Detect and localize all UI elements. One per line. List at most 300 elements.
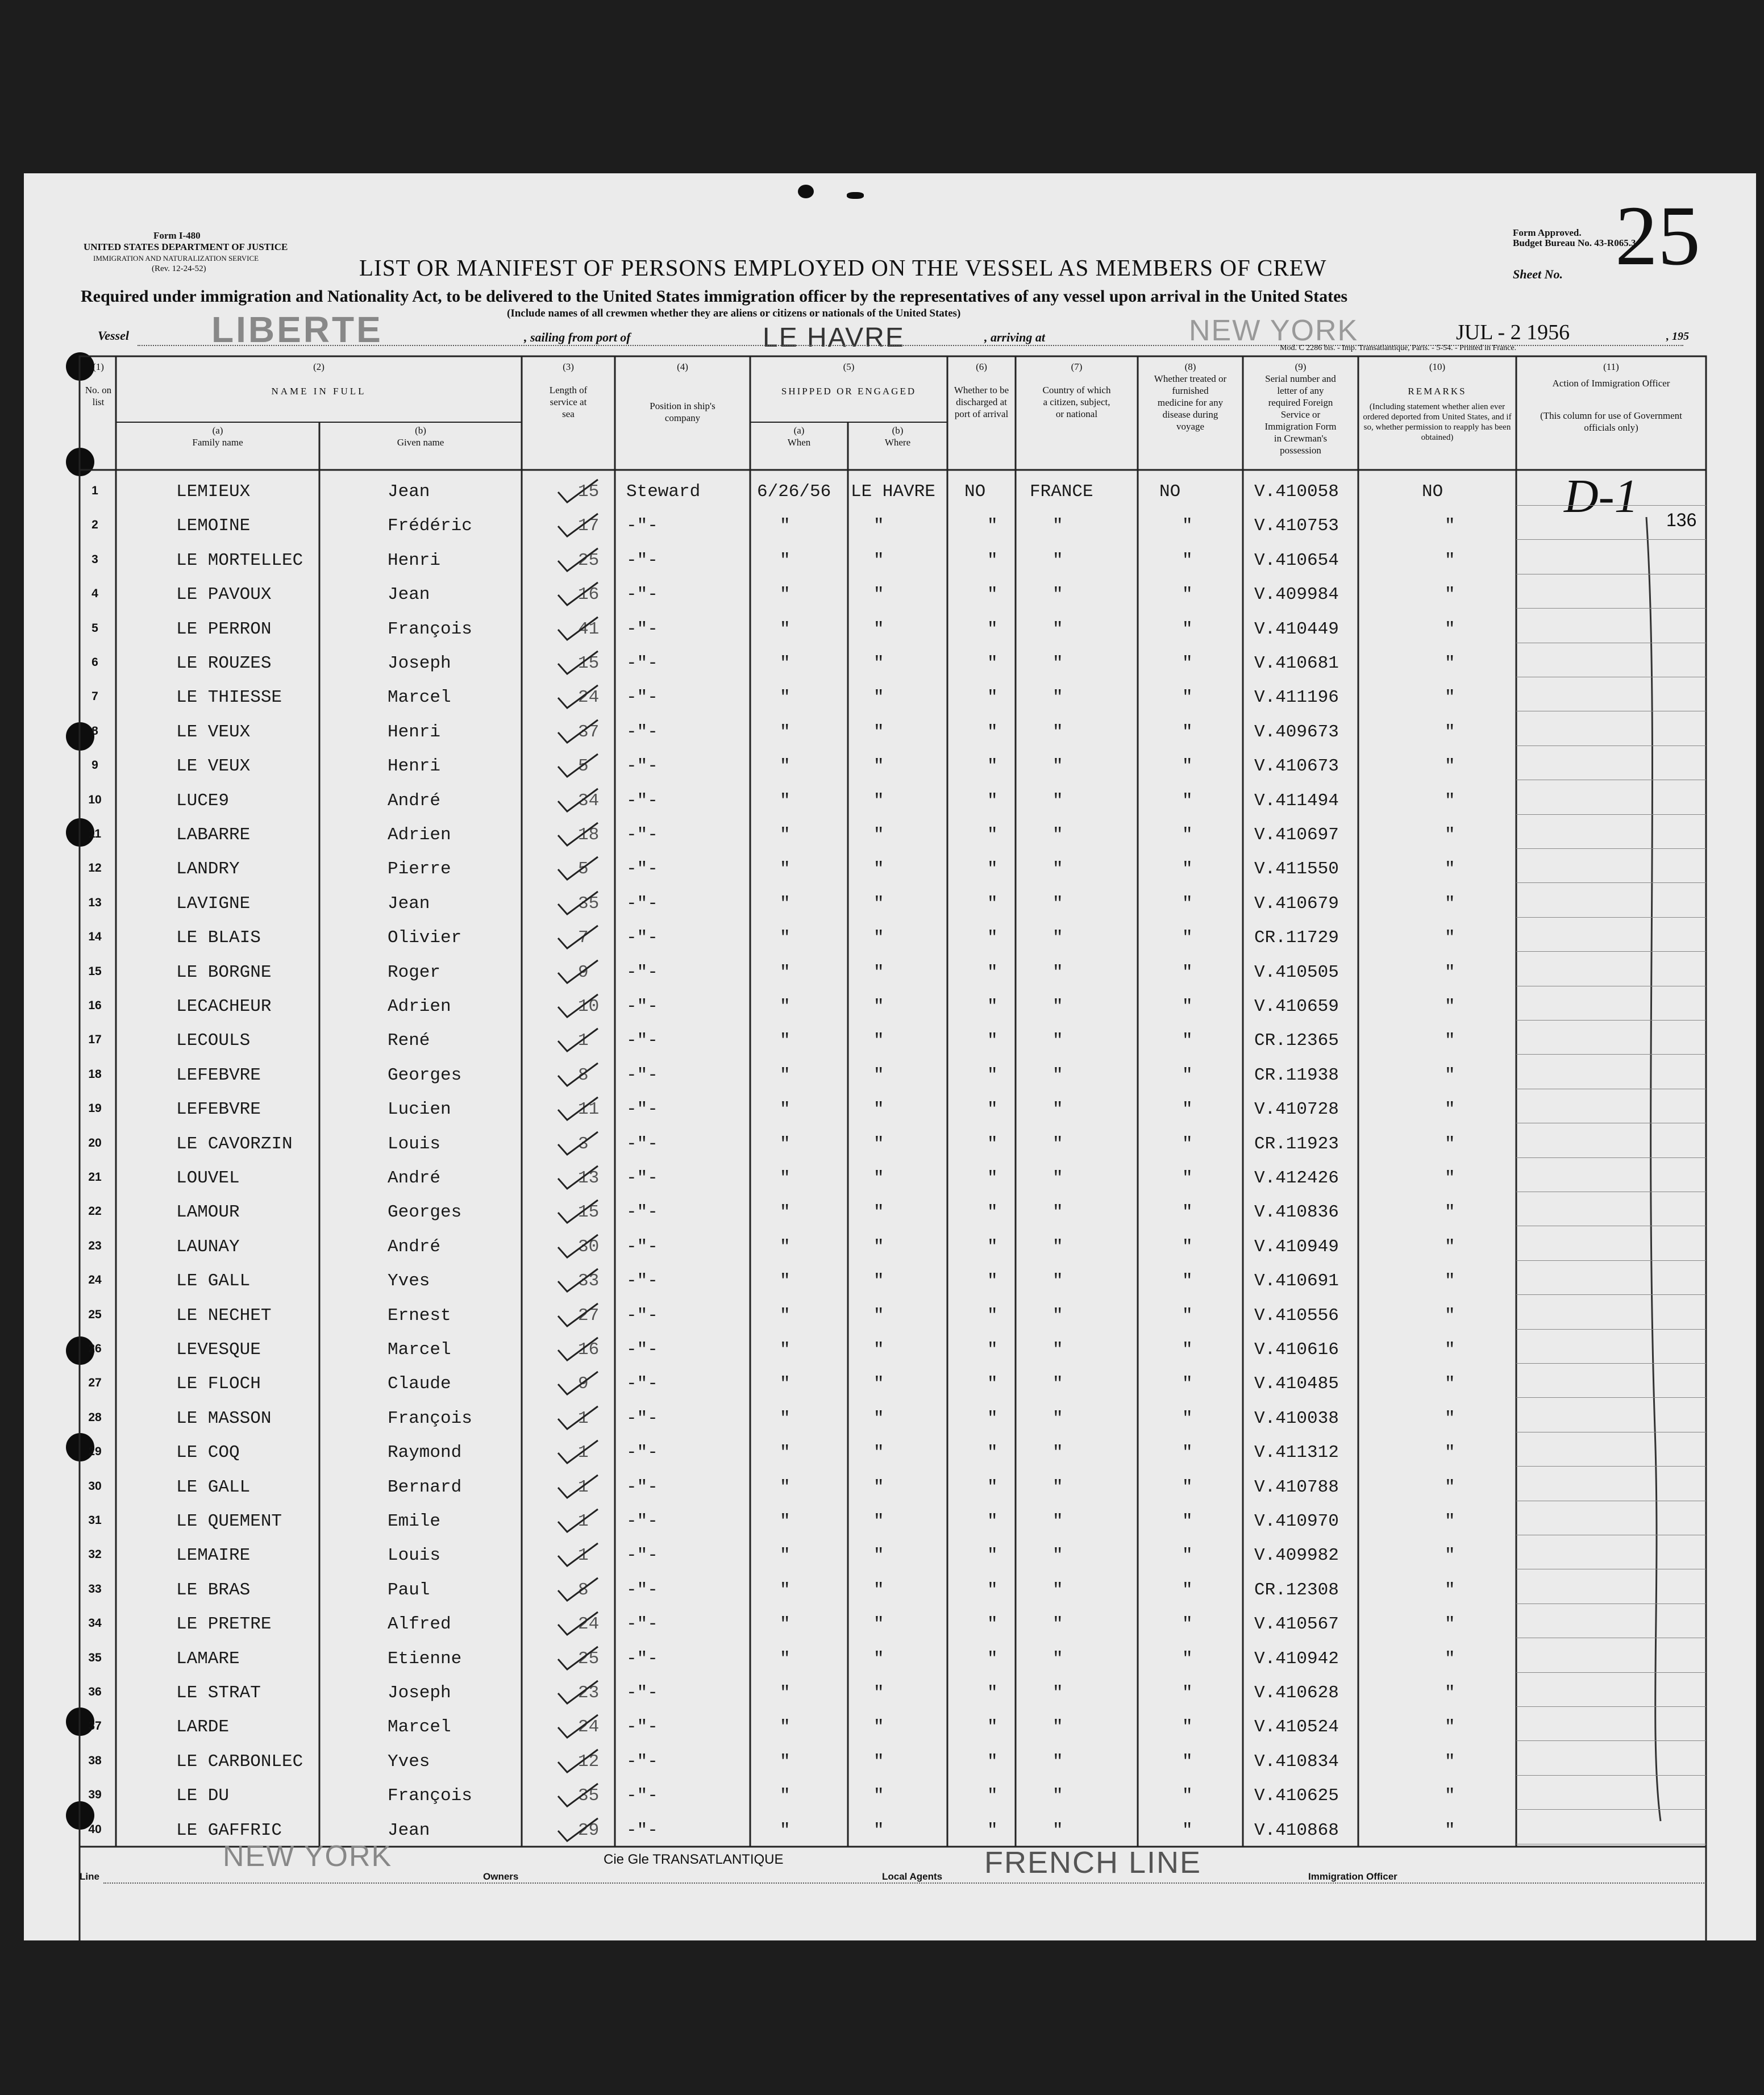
medicine-cell: "	[1182, 1134, 1193, 1154]
row-number: 9	[91, 759, 98, 772]
col2-number: (2)	[313, 361, 324, 372]
medicine-cell: "	[1182, 1374, 1193, 1394]
position-cell: -"-	[626, 1717, 658, 1738]
serial-number-cell: V.410625	[1254, 1786, 1339, 1806]
shipped-where-cell: "	[873, 1408, 884, 1428]
length-of-service-cell: 15	[578, 482, 600, 502]
shipped-when-cell: "	[780, 619, 791, 639]
family-name-cell: LE NECHET	[176, 1305, 272, 1326]
remarks-cell: NO	[1422, 482, 1443, 502]
remarks-cell: "	[1445, 928, 1455, 948]
position-cell: -"-	[626, 756, 658, 777]
to-be-discharged-cell: "	[987, 1511, 998, 1531]
row-number: 18	[88, 1067, 102, 1081]
shipped-when-cell: "	[780, 1099, 791, 1120]
length-of-service-cell: 24	[578, 1614, 600, 1635]
table-row	[24, 1501, 1756, 1536]
position-cell: -"-	[626, 1134, 658, 1154]
length-of-service-cell: 8	[578, 1580, 589, 1600]
port-to: NEW YORK	[1189, 314, 1359, 347]
length-of-service-cell: 18	[578, 825, 600, 845]
remarks-cell: "	[1445, 997, 1455, 1017]
row-number: 32	[88, 1548, 102, 1561]
check-mark-icon	[555, 649, 600, 675]
serial-number-cell: V.410681	[1254, 653, 1339, 673]
country-cell: "	[1052, 722, 1063, 742]
table-row	[24, 1673, 1756, 1707]
col7-label: Country of which a citizen, subject, or national	[1042, 385, 1111, 419]
to-be-discharged-cell: "	[987, 1751, 998, 1772]
length-of-service-cell: 11	[578, 1099, 600, 1120]
family-name-cell: LE FLOCH	[176, 1374, 261, 1394]
remarks-cell: "	[1445, 1031, 1455, 1051]
check-mark-icon	[555, 1679, 600, 1705]
position-cell: -"-	[626, 1546, 658, 1566]
to-be-discharged-cell: "	[987, 756, 998, 777]
col3-number: (3)	[563, 361, 574, 372]
check-mark-icon	[555, 958, 600, 984]
length-of-service-cell: 13	[578, 1168, 600, 1188]
serial-number-cell: V.410485	[1254, 1374, 1339, 1394]
table-row	[24, 1330, 1756, 1364]
shipped-where-cell: "	[873, 1134, 884, 1154]
serial-number-cell: CR.12365	[1254, 1031, 1339, 1051]
col2a-label: Family name	[192, 437, 243, 448]
family-name-cell: LE QUEMENT	[176, 1511, 282, 1531]
col6-header	[947, 361, 1016, 420]
medicine-cell: "	[1182, 756, 1193, 777]
serial-number-cell: V.411550	[1254, 859, 1339, 880]
row-number: 15	[88, 964, 102, 978]
length-of-service-cell: 1	[578, 1477, 589, 1497]
shipped-when-cell: "	[780, 1374, 791, 1394]
row-number: 31	[88, 1514, 102, 1527]
col2-header	[116, 361, 522, 397]
col1-number: (1)	[93, 361, 104, 372]
given-name-cell: Etienne	[388, 1648, 462, 1669]
check-mark-icon	[555, 752, 600, 778]
action-annotation-d1: D-1	[1564, 470, 1638, 523]
family-name-cell: LE GALL	[176, 1271, 251, 1292]
remarks-cell: "	[1445, 1408, 1455, 1428]
medicine-cell: "	[1182, 1546, 1193, 1566]
medicine-cell: "	[1182, 688, 1193, 708]
family-name-cell: LECOULS	[176, 1031, 251, 1051]
col10-number: (10)	[1429, 361, 1446, 372]
remarks-cell: "	[1445, 1305, 1455, 1326]
medicine-cell: "	[1182, 1477, 1193, 1497]
position-cell: -"-	[626, 1751, 658, 1772]
col8-number: (8)	[1184, 361, 1196, 372]
row-number: 39	[88, 1788, 102, 1802]
family-name-cell: LAMARE	[176, 1648, 240, 1669]
remarks-cell: "	[1445, 1820, 1455, 1840]
country-cell: "	[1052, 756, 1063, 777]
position-cell: -"-	[626, 1786, 658, 1806]
to-be-discharged-cell: "	[987, 516, 998, 536]
remarks-cell: "	[1445, 550, 1455, 570]
serial-number-cell: CR.11729	[1254, 928, 1339, 948]
table-row	[24, 849, 1756, 884]
country-cell: "	[1052, 1236, 1063, 1257]
family-name-cell: LEMOINE	[176, 516, 251, 536]
table-row	[24, 1021, 1756, 1055]
family-name-cell: LE STRAT	[176, 1683, 261, 1703]
medicine-cell: "	[1182, 1580, 1193, 1600]
position-cell: -"-	[626, 1683, 658, 1703]
given-name-cell: Louis	[388, 1546, 441, 1566]
col4-number: (4)	[677, 361, 688, 372]
serial-number-cell: V.410753	[1254, 516, 1339, 536]
row-number: 21	[88, 1171, 102, 1184]
medicine-cell: "	[1182, 997, 1193, 1017]
remarks-cell: "	[1445, 1065, 1455, 1085]
to-be-discharged-cell: "	[987, 928, 998, 948]
given-name-cell: Jean	[388, 1820, 430, 1840]
country-cell: "	[1052, 1717, 1063, 1738]
given-name-cell: André	[388, 1236, 441, 1257]
family-name-cell: LE PERRON	[176, 619, 272, 639]
serial-number-cell: V.410691	[1254, 1271, 1339, 1292]
footer-officer-label: Immigration Officer	[1308, 1871, 1397, 1882]
country-cell: "	[1052, 1648, 1063, 1669]
length-of-service-cell: 27	[578, 1305, 600, 1326]
position-cell: -"-	[626, 1340, 658, 1360]
serial-number-cell: V.410628	[1254, 1683, 1339, 1703]
position-cell: -"-	[626, 997, 658, 1017]
shipped-when-cell: "	[780, 893, 791, 914]
country-cell: "	[1052, 1099, 1063, 1120]
serial-number-cell: V.409673	[1254, 722, 1339, 742]
form-number: Form I-480	[153, 230, 201, 241]
length-of-service-cell: 30	[578, 1236, 600, 1257]
col7-header	[1016, 361, 1138, 420]
check-mark-icon	[555, 1781, 600, 1807]
serial-number-cell: V.410058	[1254, 482, 1339, 502]
to-be-discharged-cell: "	[987, 1134, 998, 1154]
given-name-cell: François	[388, 1408, 472, 1428]
length-of-service-cell: 34	[578, 790, 600, 811]
check-mark-icon	[555, 786, 600, 813]
row-number: 5	[91, 621, 98, 635]
manifest-note: (Include names of all crewmen whether they are aliens or citizens or nationals of the United States)	[507, 307, 961, 319]
port-from: LE HAVRE	[763, 323, 905, 353]
to-be-discharged-cell: "	[987, 1648, 998, 1669]
shipped-when-cell: "	[780, 1236, 791, 1257]
shipped-when-cell: "	[780, 585, 791, 605]
country-cell: "	[1052, 688, 1063, 708]
check-mark-icon	[555, 546, 600, 572]
family-name-cell: LE BLAIS	[176, 928, 261, 948]
table-row	[24, 643, 1756, 678]
remarks-cell: "	[1445, 619, 1455, 639]
remarks-cell: "	[1445, 1511, 1455, 1531]
shipped-where-cell: "	[873, 859, 884, 880]
medicine-cell: "	[1182, 1031, 1193, 1051]
medicine-cell: "	[1182, 1065, 1193, 1085]
given-name-cell: Louis	[388, 1134, 441, 1154]
shipped-when-cell: "	[780, 550, 791, 570]
year-suffix: , 195	[1666, 330, 1689, 343]
given-name-cell: Georges	[388, 1065, 462, 1085]
medicine-cell: "	[1182, 516, 1193, 536]
table-row	[24, 1296, 1756, 1330]
serial-number-cell: V.412426	[1254, 1168, 1339, 1188]
given-name-cell: Marcel	[388, 688, 451, 708]
col1-header	[81, 361, 116, 408]
remarks-cell: "	[1445, 1648, 1455, 1669]
length-of-service-cell: 3	[578, 1134, 589, 1154]
shipped-when-cell: "	[780, 1408, 791, 1428]
medicine-cell: "	[1182, 1271, 1193, 1292]
country-cell: "	[1052, 1820, 1063, 1840]
shipped-where-cell: LE HAVRE	[851, 482, 935, 502]
medicine-cell: NO	[1159, 482, 1181, 502]
country-cell: "	[1052, 1546, 1063, 1566]
medicine-cell: "	[1182, 825, 1193, 845]
shipped-where-cell: "	[873, 688, 884, 708]
serial-number-cell: V.410038	[1254, 1408, 1339, 1428]
to-be-discharged-cell: "	[987, 722, 998, 742]
check-mark-icon	[555, 1164, 600, 1190]
family-name-cell: LEFEBVRE	[176, 1065, 261, 1085]
given-name-cell: Roger	[388, 962, 441, 982]
shipped-where-cell: "	[873, 962, 884, 982]
remarks-cell: "	[1445, 1202, 1455, 1223]
family-name-cell: LEMIEUX	[176, 482, 251, 502]
given-name-cell: Alfred	[388, 1614, 451, 1635]
col2b-number: (b)	[415, 425, 426, 436]
medicine-cell: "	[1182, 893, 1193, 914]
table-row	[24, 609, 1756, 644]
given-name-cell: Raymond	[388, 1443, 462, 1463]
family-name-cell: LUCE9	[176, 790, 230, 811]
table-row	[24, 574, 1756, 609]
col2-label: NAME IN FULL	[271, 386, 367, 397]
country-cell: "	[1052, 859, 1063, 880]
check-mark-icon	[555, 889, 600, 915]
table-row	[24, 1364, 1756, 1398]
shipped-where-cell: "	[873, 893, 884, 914]
vessel-label: Vessel	[98, 328, 129, 343]
family-name-cell: LEFEBVRE	[176, 1099, 261, 1120]
shipped-when-cell: "	[780, 756, 791, 777]
shipped-where-cell: "	[873, 619, 884, 639]
medicine-cell: "	[1182, 653, 1193, 673]
position-cell: -"-	[626, 1511, 658, 1531]
remarks-cell: "	[1445, 790, 1455, 811]
position-cell: -"-	[626, 962, 658, 982]
shipped-where-cell: "	[873, 585, 884, 605]
country-cell: "	[1052, 1271, 1063, 1292]
given-name-cell: Georges	[388, 1202, 462, 1223]
remarks-cell: "	[1445, 756, 1455, 777]
to-be-discharged-cell: "	[987, 1271, 998, 1292]
sailing-label: , sailing from port of	[524, 330, 631, 344]
shipped-where-cell: "	[873, 1031, 884, 1051]
remarks-cell: "	[1445, 825, 1455, 845]
table-row	[24, 815, 1756, 849]
arrival-date: JUL - 2 1956	[1456, 320, 1570, 344]
shipped-when-cell: "	[780, 516, 791, 536]
table-row	[24, 986, 1756, 1021]
country-cell: "	[1052, 1683, 1063, 1703]
country-cell: "	[1052, 1031, 1063, 1051]
serial-number-cell: V.410524	[1254, 1717, 1339, 1738]
check-mark-icon	[555, 615, 600, 641]
shipped-where-cell: "	[873, 1648, 884, 1669]
col5a-label: When	[787, 437, 811, 448]
check-mark-icon	[555, 1061, 600, 1087]
col5a-number: (a)	[793, 425, 805, 436]
table-row	[24, 1398, 1756, 1433]
medicine-cell: "	[1182, 1820, 1193, 1840]
col8-label: Whether treated or furnished medicine for any disease during voyage	[1154, 373, 1227, 432]
table-row	[24, 1570, 1756, 1605]
table-row	[24, 1432, 1756, 1467]
family-name-cell: LE GALL	[176, 1477, 251, 1497]
country-cell: "	[1052, 1580, 1063, 1600]
shipped-where-cell: "	[873, 1065, 884, 1085]
shipped-where-cell: "	[873, 550, 884, 570]
to-be-discharged-cell: "	[987, 1477, 998, 1497]
country-cell: "	[1052, 585, 1063, 605]
serial-number-cell: V.410654	[1254, 550, 1339, 570]
row-number: 25	[88, 1307, 102, 1321]
shipped-when-cell: "	[780, 1477, 791, 1497]
col3-label: Length of service at sea	[549, 385, 588, 419]
remarks-cell: "	[1445, 1134, 1455, 1154]
position-cell: -"-	[626, 688, 658, 708]
given-name-cell: Pierre	[388, 859, 451, 880]
shipped-when-cell: 6/26/56	[757, 482, 831, 502]
medicine-cell: "	[1182, 1751, 1193, 1772]
position-cell: -"-	[626, 1648, 658, 1669]
col6-number: (6)	[976, 361, 987, 372]
to-be-discharged-cell: "	[987, 1717, 998, 1738]
col2a-header	[116, 424, 319, 448]
shipped-where-cell: "	[873, 928, 884, 948]
shipped-when-cell: "	[780, 1546, 791, 1566]
length-of-service-cell: 24	[578, 688, 600, 708]
family-name-cell: LE GAFFRIC	[176, 1820, 282, 1840]
row-number: 10	[88, 793, 102, 806]
position-cell: -"-	[626, 1305, 658, 1326]
given-name-cell: Jean	[388, 482, 430, 502]
family-name-cell: LANDRY	[176, 859, 240, 880]
shipped-where-cell: "	[873, 1477, 884, 1497]
length-of-service-cell: 29	[578, 1820, 600, 1840]
country-cell: "	[1052, 1751, 1063, 1772]
to-be-discharged-cell: "	[987, 1443, 998, 1463]
family-name-cell: LE PAVOUX	[176, 585, 272, 605]
given-name-cell: Jean	[388, 893, 430, 914]
length-of-service-cell: 9	[578, 962, 589, 982]
service: IMMIGRATION AND NATURALIZATION SERVICE	[93, 254, 259, 263]
to-be-discharged-cell: "	[987, 825, 998, 845]
length-of-service-cell: 1	[578, 1511, 589, 1531]
length-of-service-cell: 8	[578, 1065, 589, 1085]
shipped-where-cell: "	[873, 1340, 884, 1360]
manifest-subtitle: Required under immigration and Nationality Act, to be delivered to the United States immigration officer by the representatives of any vessel upon arrival in the United States	[81, 287, 1348, 306]
check-mark-icon	[555, 992, 600, 1018]
table-row	[24, 1124, 1756, 1159]
col11-header	[1516, 361, 1706, 434]
col2b-header	[319, 424, 522, 448]
length-of-service-cell: 15	[578, 653, 600, 673]
given-name-cell: Joseph	[388, 653, 451, 673]
remarks-cell: "	[1445, 1340, 1455, 1360]
position-cell: -"-	[626, 1614, 658, 1635]
to-be-discharged-cell: "	[987, 1408, 998, 1428]
remarks-cell: "	[1445, 1477, 1455, 1497]
serial-number-cell: V.410567	[1254, 1614, 1339, 1635]
row-number: 11	[88, 827, 102, 840]
family-name-cell: LABARRE	[176, 825, 251, 845]
sheet-hole-top	[798, 185, 814, 198]
row-number: 19	[88, 1102, 102, 1115]
check-mark-icon	[555, 511, 600, 538]
serial-number-cell: V.410868	[1254, 1820, 1339, 1840]
col2a-number: (a)	[212, 425, 223, 436]
position-cell: -"-	[626, 1408, 658, 1428]
country-cell: "	[1052, 1408, 1063, 1428]
check-mark-icon	[555, 683, 600, 709]
table-row	[24, 746, 1756, 781]
country-cell: "	[1052, 1202, 1063, 1223]
country-cell: "	[1052, 516, 1063, 536]
shipped-where-cell: "	[873, 1099, 884, 1120]
remarks-cell: "	[1445, 722, 1455, 742]
medicine-cell: "	[1182, 1236, 1193, 1257]
length-of-service-cell: 1	[578, 1408, 589, 1428]
check-mark-icon	[555, 1507, 600, 1533]
vessel-name: LIBERTE	[211, 309, 383, 350]
to-be-discharged-cell: "	[987, 1168, 998, 1188]
serial-number-cell: CR.11923	[1254, 1134, 1339, 1154]
position-cell: -"-	[626, 1236, 658, 1257]
footer-owners-value: Cie Gle TRANSATLANTIQUE	[604, 1852, 784, 1867]
table-row	[24, 1639, 1756, 1673]
to-be-discharged-cell: "	[987, 997, 998, 1017]
remarks-cell: "	[1445, 1683, 1455, 1703]
footer-underline	[103, 1882, 1706, 1884]
to-be-discharged-cell: "	[987, 893, 998, 914]
position-cell: -"-	[626, 790, 658, 811]
row-number: 22	[88, 1205, 102, 1218]
to-be-discharged-cell: "	[987, 1065, 998, 1085]
col5-number: (5)	[843, 361, 855, 372]
medicine-cell: "	[1182, 962, 1193, 982]
shipped-where-cell: "	[873, 1236, 884, 1257]
shipped-where-cell: "	[873, 1443, 884, 1463]
col5b-label: Where	[884, 437, 911, 448]
country-cell: "	[1052, 1340, 1063, 1360]
given-name-cell: Marcel	[388, 1717, 451, 1738]
col9-label: Serial number and letter of any required Foreign Service or Immigration Form in Crewman's possession	[1264, 373, 1337, 456]
to-be-discharged-cell: "	[987, 619, 998, 639]
shipped-where-cell: "	[873, 1614, 884, 1635]
table-row	[24, 1227, 1756, 1261]
length-of-service-cell: 25	[578, 550, 600, 570]
family-name-cell: LEMAIRE	[176, 1546, 251, 1566]
check-mark-icon	[555, 1095, 600, 1121]
given-name-cell: Paul	[388, 1580, 430, 1600]
row-number: 16	[88, 999, 102, 1012]
check-mark-icon	[555, 855, 600, 881]
revision: (Rev. 12-24-52)	[152, 264, 206, 273]
serial-number-cell: CR.11938	[1254, 1065, 1339, 1085]
